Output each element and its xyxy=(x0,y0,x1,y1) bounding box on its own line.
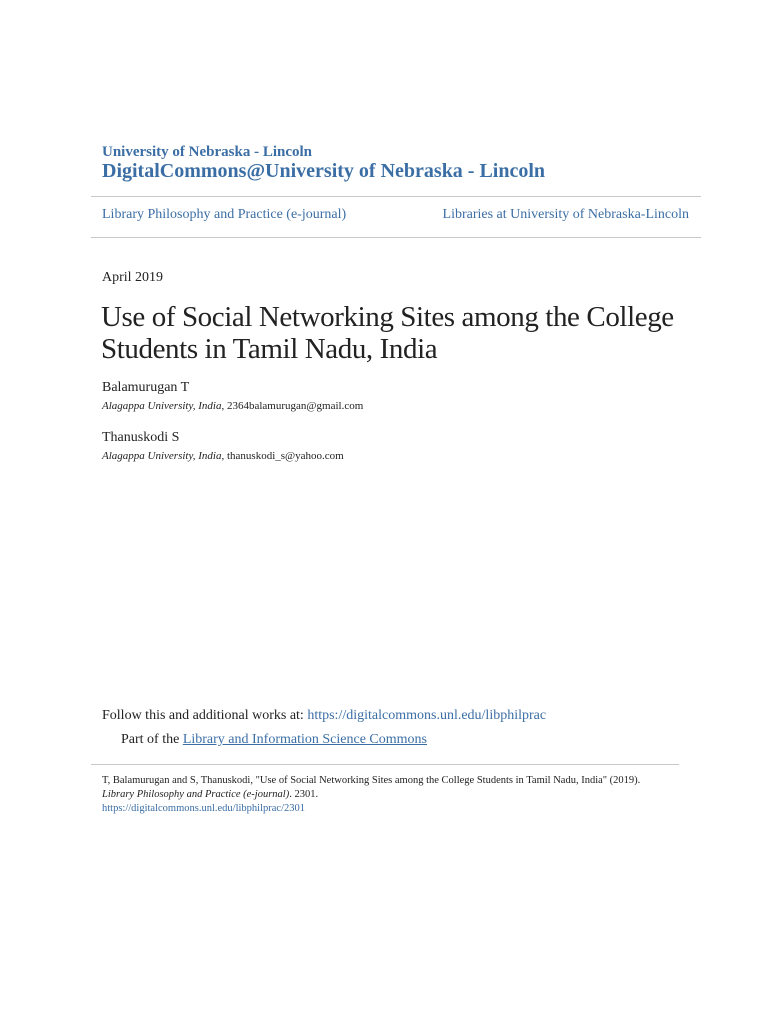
author-name: Balamurugan T xyxy=(102,380,190,395)
citation-journal-line xyxy=(102,788,702,802)
part-of-line xyxy=(121,732,427,748)
commons-link[interactable]: Library and Information Science Commons xyxy=(182,732,427,747)
article-title: Use of Social Networking Sites among the College Students in Tamil Nadu, India xyxy=(101,301,674,365)
author-affiliation xyxy=(102,400,363,412)
repository-link[interactable]: DigitalCommons@University of Nebraska - Lincoln xyxy=(102,160,546,182)
follow-url-link[interactable]: https://digitalcommons.unl.edu/libphilprac xyxy=(307,708,547,723)
header-divider-top xyxy=(91,196,701,197)
citation-issue: . 2301. xyxy=(289,789,319,800)
citation-url-link[interactable]: https://digitalcommons.unl.edu/libphilprac/2301 xyxy=(102,803,305,814)
part-of-text: Part of the xyxy=(121,732,183,747)
libraries-link[interactable]: Libraries at University of Nebraska-Lincoln xyxy=(442,207,689,222)
publication-date: April 2019 xyxy=(102,270,164,285)
citation-text: T, Balamurugan and S, Thanuskodi, "Use of Social Networking Sites among the College Students in Tamil Nadu, India" (2019). xyxy=(102,775,641,786)
author-affiliation-institution: Alagappa University, India xyxy=(102,400,222,412)
citation-journal: Library Philosophy and Practice (e-journal) xyxy=(102,789,290,800)
follow-line xyxy=(102,708,546,724)
recommended-citation xyxy=(102,774,702,816)
author-email: , thanuskodi_s@yahoo.com xyxy=(221,450,344,462)
citation-divider xyxy=(91,764,679,765)
header-divider-bottom xyxy=(91,237,701,238)
follow-text: Follow this and additional works at: xyxy=(102,708,308,723)
journal-link[interactable]: Library Philosophy and Practice (e-journal) xyxy=(102,207,347,222)
author-email: , 2364balamurugan@gmail.com xyxy=(221,400,364,412)
institution-link[interactable]: University of Nebraska - Lincoln xyxy=(102,144,312,160)
author-affiliation xyxy=(102,450,344,462)
author-name: Thanuskodi S xyxy=(102,430,180,445)
author-affiliation-institution: Alagappa University, India xyxy=(102,450,222,462)
